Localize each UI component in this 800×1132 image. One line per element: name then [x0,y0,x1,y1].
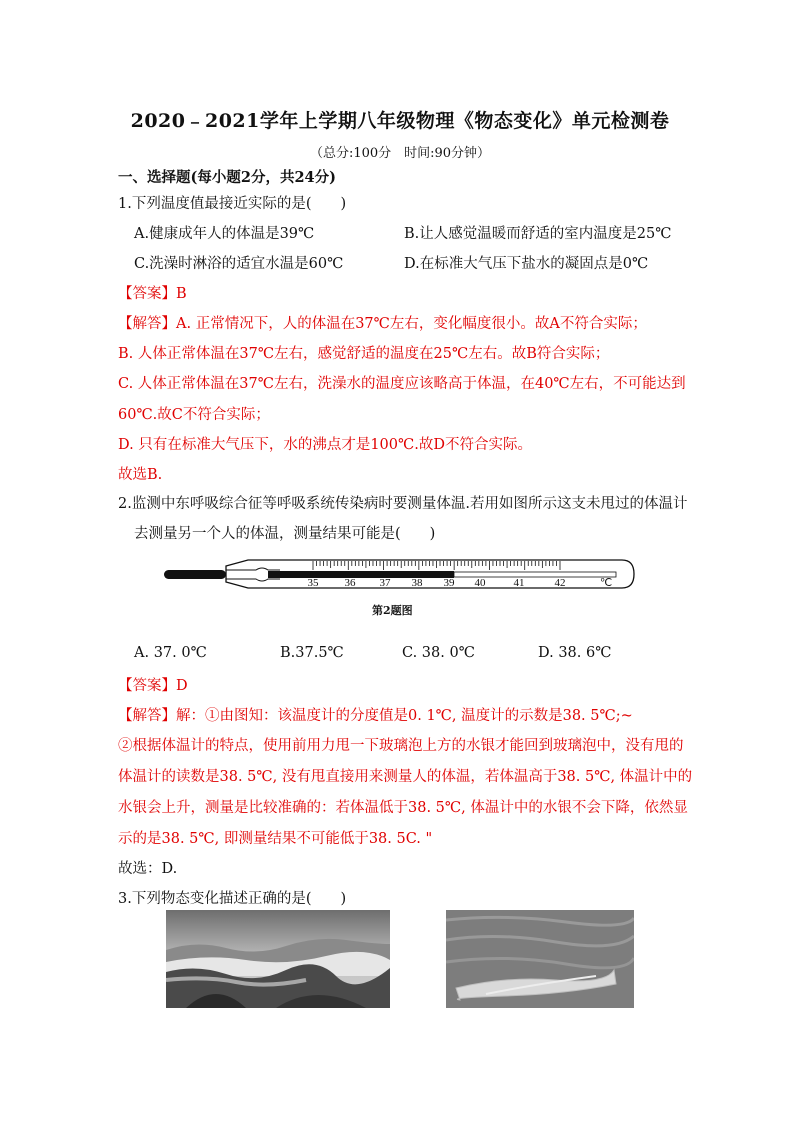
q2-analysis-line: 【解答】解：①由图知：该温度计的分度值是0. 1℃, 温度计的示数是38. 5℃;~ [118,708,633,724]
q2-option-d: D. 38. 6℃ [538,645,612,661]
q2-option-a: A. 37. 0℃ [134,645,207,661]
q1-option-a: A.健康成年人的体温是39℃ [134,226,315,242]
ice-water-photo [446,910,634,1008]
fog-mountains-photo [166,910,390,1008]
q1-analysis-line: B. 人体正常体温在37℃左右，感觉舒适的温度在25℃左右。故B符合实际； [118,346,610,362]
q2-analysis-line: 水银会上升，测量是比较准确的：若体温低于38. 5℃, 体温计中的水银不会下降，依然显 [118,800,688,816]
q2-analysis-line: ②根据体温计的特点，使用前用力甩一下玻璃泡上方的水银才能回到玻璃泡中，没有甩的 [118,738,684,754]
q1-analysis-line: C. 人体正常体温在37℃左右，洗澡水的温度应该略高于体温，在40℃左右，不可能达到 [118,376,686,392]
page-subtitle: （总分:100分 时间:90分钟） [309,146,491,161]
q2-stem-line1: 2.监测中东呼吸综合征等呼吸系统传染病时要测量体温.若用如图所示这支未甩过的体温计 [118,496,688,512]
thermometer-figure [160,552,640,600]
q1-option-c: C.洗澡时淋浴的适宜水温是60℃ [134,256,344,272]
q1-conclusion: 故选B. [118,467,163,483]
q1-analysis-line: 60℃.故C不符合实际； [118,407,270,423]
scale-label: 37 [379,577,391,589]
q1-option-b: B.让人感觉温暖而舒适的室内温度是25℃ [404,226,672,242]
mercury-column [268,571,454,578]
q2-analysis-line: 示的是38. 5℃, 即测量结果不可能低于38. 5C. " [118,831,433,847]
section-heading: 一、选择题(每小题2分，共24分) [118,169,336,186]
q2-analysis-line: 体温计的读数是38. 5℃, 没有甩直接用来测量人的体温，若体温高于38. 5℃, 体温计中的 [118,769,693,785]
q2-option-b: B.37.5℃ [280,645,344,661]
q3-stem: 3.下列物态变化描述正确的是( ) [118,891,347,907]
q1-stem: 1.下列温度值最接近实际的是( ) [118,196,347,212]
scale-label: 40 [474,577,486,589]
scale-ticks [313,561,560,570]
page-title: 2020﹣2021学年上学期八年级物理《物态变化》单元检测卷 [130,110,670,132]
q1-option-d: D.在标准大气压下盐水的凝固点是0℃ [404,256,649,272]
scale-label: 41 [513,577,525,589]
figure-caption: 第2题图 [372,604,413,617]
scale-unit: ℃ [599,577,613,589]
scale-label: 42 [554,577,566,589]
scale-label: 38 [411,577,423,589]
q1-analysis-line: D. 只有在标准大气压下，水的沸点才是100℃.故D不符合实际。 [118,437,532,453]
scale-label: 39 [443,577,455,589]
scale-label: 35 [307,577,319,589]
q1-answer: 【答案】B [118,286,187,302]
q1-analysis-line: 【解答】A. 正常情况下，人的体温在37℃左右，变化幅度很小。故A不符合实际； [118,316,647,332]
thermometer-bulb [164,570,226,579]
q2-conclusion: 故选：D. [118,861,178,877]
q2-option-c: C. 38. 0℃ [402,645,475,661]
scale-label: 36 [344,577,356,589]
q2-stem-line2: 去测量另一个人的体温，测量结果可能是( ) [134,526,436,542]
q2-answer: 【答案】D [118,678,188,694]
